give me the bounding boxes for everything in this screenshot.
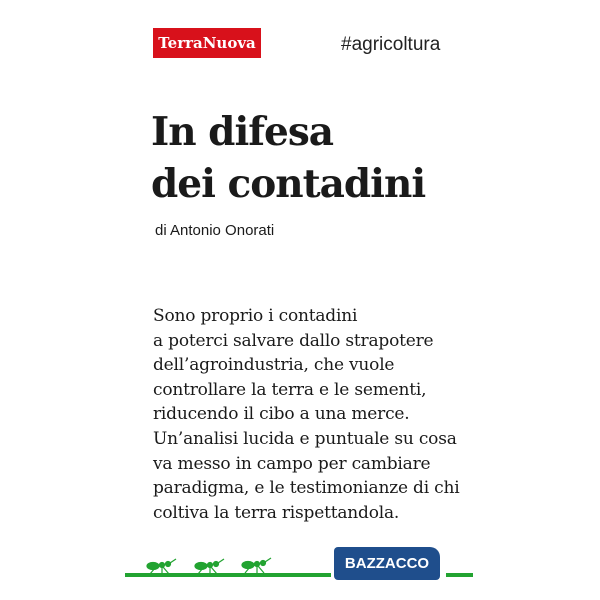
blurb-line: paradigma, e le testimonianze di chi bbox=[153, 478, 460, 499]
green-rule-right bbox=[446, 573, 473, 577]
blurb-line: Un’analisi lucida e puntuale su cosa bbox=[153, 428, 457, 449]
author: di Antonio Onorati bbox=[155, 222, 275, 239]
title-line: In difesa bbox=[151, 109, 334, 155]
terranuova-logo: TerraNuova bbox=[153, 28, 261, 58]
hashtag: #agricoltura bbox=[341, 34, 441, 55]
blurb-line: controllare la terra e le sementi, bbox=[153, 379, 427, 400]
blurb-line: a poterci salvare dallo strapotere bbox=[153, 330, 434, 351]
blurb bbox=[153, 304, 459, 525]
blurb-line: dell’agroindustria, che vuole bbox=[153, 355, 395, 376]
blurb-line: riducendo il cibo a una merce. bbox=[153, 404, 410, 425]
book-title bbox=[151, 106, 425, 210]
bazzacco-imprint: BAZZACCO bbox=[334, 547, 440, 580]
green-rule-left bbox=[125, 573, 331, 577]
title-line: dei contadini bbox=[151, 161, 426, 207]
blurb-line: coltiva la terra rispettandola. bbox=[153, 502, 400, 523]
blurb-line: va messo in campo per cambiare bbox=[153, 453, 431, 474]
blurb-line: Sono proprio i contadini bbox=[153, 306, 358, 326]
